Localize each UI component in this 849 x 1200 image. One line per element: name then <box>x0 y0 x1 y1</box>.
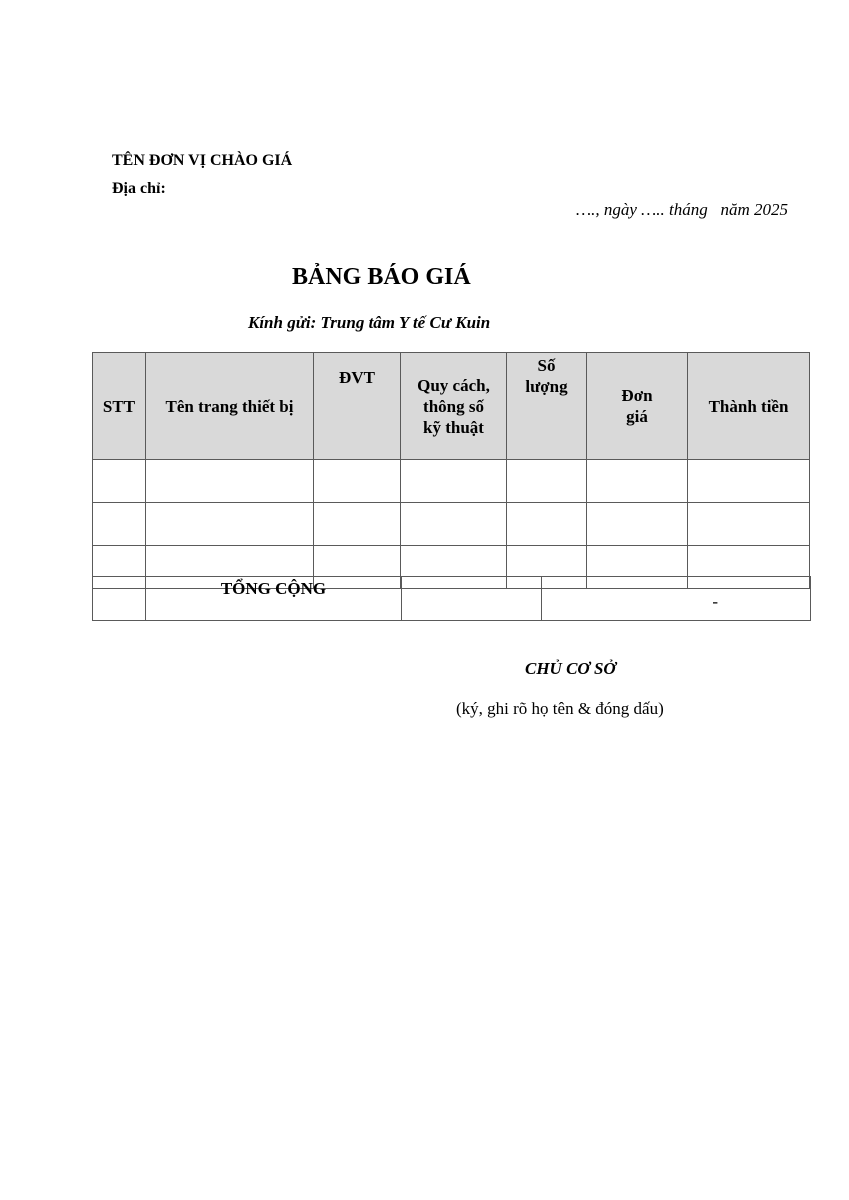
cell-unit <box>314 460 401 503</box>
totals-row <box>93 577 811 621</box>
date-line: …., ngày ….. tháng năm 2025 <box>575 200 788 219</box>
header-spec-line-2: thông số <box>423 396 484 416</box>
cell-specification <box>401 503 507 546</box>
table-row <box>93 503 810 546</box>
cell-quantity <box>507 460 587 503</box>
quotation-table <box>92 352 810 589</box>
header-qty-line-2: lượng <box>525 377 568 396</box>
cell-stt <box>93 503 146 546</box>
cell-unit <box>314 503 401 546</box>
organization-name: TÊN ĐƠN VỊ CHÀO GIÁ <box>112 152 293 169</box>
document-title: BẢNG BÁO GIÁ <box>292 264 471 290</box>
header-item-name: Tên trang thiết bị <box>146 353 314 460</box>
header-spec-line-3: kỹ thuật <box>423 417 484 437</box>
total-amount: - <box>542 577 811 621</box>
totals-blank-cell <box>402 577 542 621</box>
recipient-line: Kính gửi: Trung tâm Y tế Cư Kuin <box>248 313 491 332</box>
totals-table <box>92 576 811 621</box>
total-label: TỔNG CỘNG <box>146 577 402 621</box>
header-price-line-2: giá <box>626 407 648 426</box>
header-spec-line-1: Quy cách, <box>417 375 490 395</box>
table-row <box>93 460 810 503</box>
cell-amount <box>688 460 810 503</box>
signer-title: CHỦ CƠ SỞ <box>525 659 616 678</box>
header-specification <box>401 353 507 460</box>
header-unit: ĐVT <box>314 353 401 460</box>
totals-empty-cell <box>93 577 146 621</box>
header-price-line-1: Đơn <box>621 386 653 405</box>
cell-unit-price <box>587 460 688 503</box>
header-stt: STT <box>93 353 146 460</box>
cell-specification <box>401 460 507 503</box>
header-qty-line-1: Số <box>537 356 556 375</box>
table-header-row <box>93 353 810 460</box>
header-amount: Thành tiền <box>688 353 810 460</box>
cell-item-name <box>146 460 314 503</box>
header-unit-price <box>587 353 688 460</box>
address-label: Địa chỉ: <box>112 180 166 197</box>
cell-quantity <box>507 503 587 546</box>
cell-item-name <box>146 503 314 546</box>
cell-amount <box>688 503 810 546</box>
cell-unit-price <box>587 503 688 546</box>
header-quantity <box>507 353 587 460</box>
cell-stt <box>93 460 146 503</box>
signer-note: (ký, ghi rõ họ tên & đóng dấu) <box>456 699 664 718</box>
